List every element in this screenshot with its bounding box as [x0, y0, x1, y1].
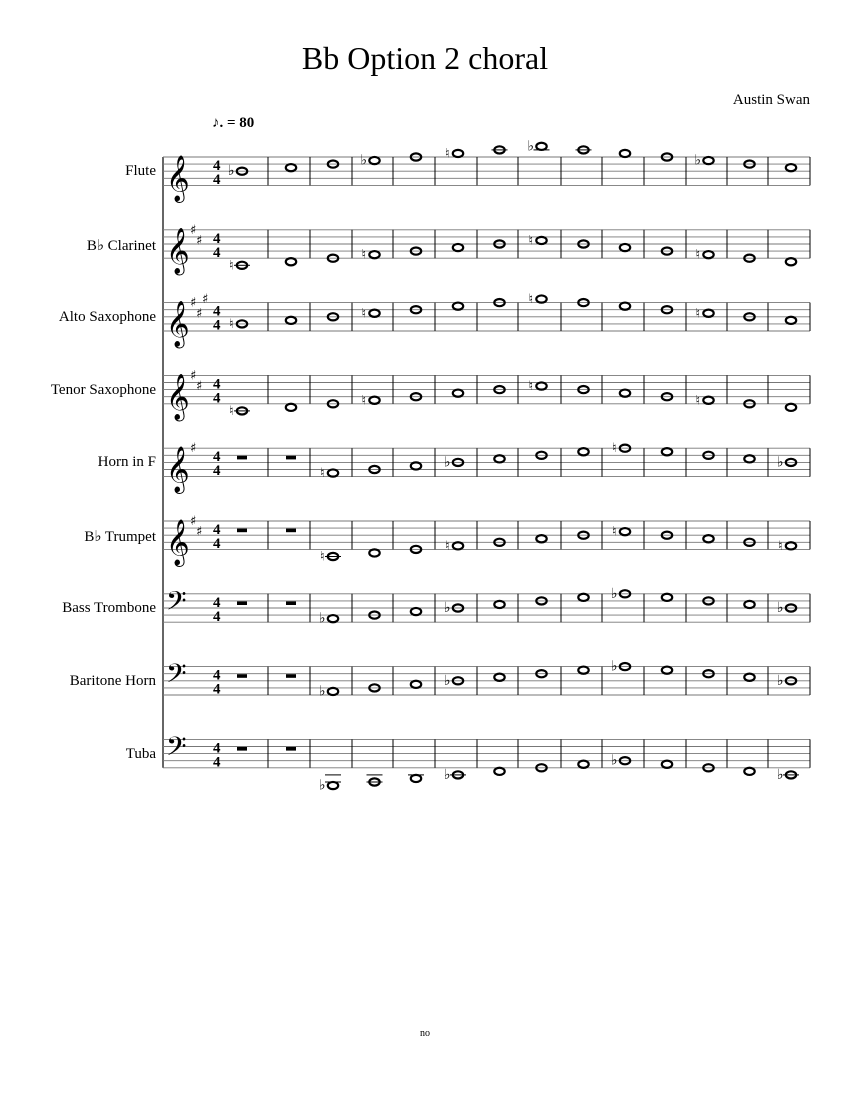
time-sig-bottom: 4 [213, 317, 221, 334]
staff-label-bass-trombone: Bass Trombone [62, 600, 156, 616]
whole-note [620, 528, 630, 535]
treble-clef-icon: 𝄞 [166, 519, 190, 566]
flat-icon: ♭ [777, 766, 784, 783]
time-sig-top: 4 [213, 376, 221, 393]
natural-icon: ♮ [445, 146, 450, 162]
whole-note [620, 244, 630, 251]
natural-icon: ♮ [445, 538, 450, 554]
whole-note [703, 397, 713, 404]
flat-icon: ♭ [611, 752, 618, 769]
flat-icon: ♭ [777, 600, 784, 616]
whole-note [536, 535, 546, 542]
whole-note [453, 542, 463, 549]
half-rest-icon [286, 601, 296, 605]
flat-icon: ♭ [444, 454, 451, 471]
time-sig-bottom: 4 [213, 244, 221, 261]
whole-note [662, 594, 672, 601]
whole-note [494, 455, 504, 462]
treble-clef-icon: 𝄞 [166, 228, 190, 275]
whole-note [786, 404, 796, 411]
time-sig-bottom: 4 [213, 536, 221, 552]
flat-icon: ♭ [527, 138, 535, 155]
key-sharp-icon: ♯ [190, 368, 197, 384]
whole-note [453, 390, 463, 397]
whole-note [536, 143, 546, 150]
composer-name: Austin Swan [732, 92, 810, 108]
whole-note [578, 667, 588, 674]
natural-icon: ♮ [361, 306, 367, 322]
whole-note [703, 310, 713, 317]
key-sharp-icon: ♯ [190, 295, 197, 311]
whole-note [411, 608, 421, 615]
staff-label-clarinet: B♭ Clarinet [86, 238, 156, 254]
flat-icon: ♭ [611, 658, 618, 675]
page-footer: no [420, 1028, 430, 1039]
half-rest-icon [237, 747, 247, 751]
key-sharp-icon: ♯ [190, 441, 197, 457]
natural-icon: ♮ [695, 306, 701, 322]
half-rest-icon [237, 674, 247, 678]
time-sig-top: 4 [213, 230, 221, 247]
key-sharp-icon: ♯ [196, 524, 203, 540]
whole-note [578, 594, 588, 601]
whole-note [494, 601, 504, 608]
whole-note [786, 542, 796, 549]
whole-note [286, 258, 296, 265]
staff-label-tenor-sax: Tenor Saxophone [50, 382, 156, 398]
whole-note [411, 681, 421, 688]
time-sig-top: 4 [213, 449, 221, 466]
natural-icon: ♮ [528, 233, 534, 249]
natural-icon: ♮ [229, 258, 234, 274]
whole-note [328, 615, 338, 622]
time-sig-top: 4 [213, 667, 221, 684]
time-sig-top: 4 [213, 740, 221, 757]
whole-note [786, 258, 796, 265]
whole-note [620, 150, 630, 157]
whole-note [328, 688, 338, 695]
whole-note [411, 775, 421, 782]
half-rest-icon [237, 529, 247, 533]
whole-note [578, 761, 588, 768]
time-sig-bottom: 4 [213, 681, 221, 698]
natural-icon: ♮ [361, 393, 367, 409]
whole-note [744, 455, 754, 462]
treble-clef-icon: 𝄞 [166, 301, 190, 347]
bass-clef-icon: 𝄢 [166, 657, 187, 696]
natural-icon: ♮ [229, 403, 234, 419]
time-sig-bottom: 4 [213, 754, 221, 771]
natural-icon: ♮ [695, 247, 701, 263]
whole-note [662, 667, 672, 674]
half-rest-icon [286, 674, 296, 678]
whole-note [328, 469, 338, 476]
flat-icon: ♭ [319, 683, 326, 700]
key-sharp-icon: ♯ [190, 514, 197, 529]
flat-icon: ♭ [611, 585, 618, 602]
whole-note [369, 549, 379, 556]
half-rest-icon [237, 456, 247, 460]
whole-note [536, 295, 546, 302]
treble-clef-icon: 𝄞 [166, 446, 190, 493]
time-sig-top: 4 [213, 303, 221, 320]
whole-note [453, 150, 463, 157]
flat-icon: ♭ [360, 152, 368, 169]
flat-icon: ♭ [319, 610, 326, 627]
whole-note [369, 310, 379, 317]
natural-icon: ♮ [320, 466, 325, 482]
flat-icon: ♭ [444, 672, 451, 689]
time-sig-top: 4 [213, 522, 221, 538]
staff-label-baritone-horn: Baritone Horn [69, 673, 156, 689]
time-sig-bottom: 4 [213, 390, 221, 407]
half-rest-icon [286, 529, 296, 533]
staff-label-trumpet: B♭ Trumpet [84, 529, 156, 545]
whole-note [328, 782, 338, 789]
natural-icon: ♮ [528, 379, 534, 395]
whole-note [744, 674, 754, 681]
treble-clef-icon: 𝄞 [166, 155, 190, 202]
whole-note [411, 462, 421, 469]
flat-icon: ♭ [777, 454, 784, 471]
key-sharp-icon: ♯ [202, 292, 209, 308]
tempo-marking: ♪. = 80 [212, 115, 255, 131]
whole-note [662, 761, 672, 768]
whole-note [536, 382, 546, 389]
time-sig-top: 4 [213, 158, 221, 174]
whole-note [453, 303, 463, 310]
natural-icon: ♮ [778, 538, 783, 554]
flat-icon: ♭ [444, 766, 451, 783]
flat-icon: ♭ [694, 152, 702, 169]
staff-label-alto-sax: Alto Saxophone [58, 309, 156, 325]
whole-note [286, 164, 296, 171]
whole-note [620, 303, 630, 310]
whole-note [369, 157, 379, 164]
key-sharp-icon: ♯ [190, 222, 197, 238]
whole-note [536, 237, 546, 244]
whole-note [744, 768, 754, 775]
natural-icon: ♮ [695, 393, 701, 409]
whole-note [620, 390, 630, 397]
whole-note [494, 674, 504, 681]
whole-note [369, 397, 379, 404]
key-sharp-icon: ♯ [196, 233, 203, 249]
natural-icon: ♮ [361, 247, 367, 263]
time-sig-bottom: 4 [213, 172, 221, 188]
time-sig-top: 4 [213, 594, 221, 611]
whole-note [369, 251, 379, 258]
treble-clef-icon: 𝄞 [166, 373, 190, 420]
whole-note [578, 448, 588, 455]
flat-icon: ♭ [228, 163, 235, 180]
bass-clef-icon: 𝄢 [166, 584, 187, 623]
half-rest-icon [286, 747, 296, 751]
staff-label-flute: Flute [125, 163, 156, 179]
key-sharp-icon: ♯ [196, 306, 203, 322]
whole-note [786, 317, 796, 324]
flat-icon: ♭ [319, 777, 326, 794]
whole-note [286, 317, 296, 324]
score-title: Bb Option 2 choral [301, 40, 549, 76]
whole-note [286, 404, 296, 411]
natural-icon: ♮ [612, 441, 617, 457]
time-sig-bottom: 4 [213, 463, 221, 480]
whole-note [744, 601, 754, 608]
staff-label-horn: Horn in F [97, 454, 156, 470]
whole-note [786, 164, 796, 171]
staff-label-tuba: Tuba [125, 746, 156, 762]
half-rest-icon [237, 601, 247, 605]
natural-icon: ♮ [229, 316, 234, 332]
whole-note [453, 244, 463, 251]
natural-icon: ♮ [612, 524, 617, 540]
whole-note [662, 448, 672, 455]
flat-icon: ♭ [777, 672, 784, 689]
natural-icon: ♮ [528, 292, 534, 308]
whole-note [703, 535, 713, 542]
time-sig-bottom: 4 [213, 608, 221, 625]
natural-icon: ♮ [320, 549, 325, 565]
half-rest-icon [286, 456, 296, 460]
whole-note [703, 251, 713, 258]
key-sharp-icon: ♯ [196, 379, 203, 395]
bass-clef-icon: 𝄢 [166, 730, 187, 769]
flat-icon: ♭ [444, 600, 451, 616]
whole-note [494, 768, 504, 775]
whole-note [703, 157, 713, 164]
